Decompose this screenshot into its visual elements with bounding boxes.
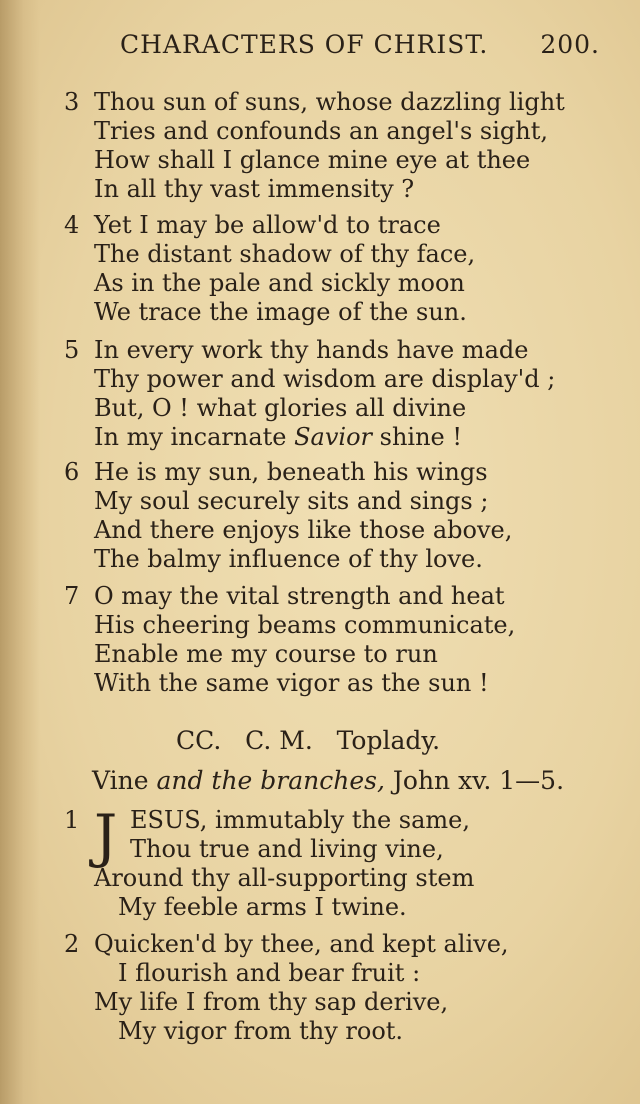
verse-line: Tries and confounds an angel's sight, [94, 117, 548, 145]
subtitle-italic: and the branches, [156, 766, 385, 795]
stanza-number: 5 [64, 336, 80, 364]
verse-line: In every work thy hands have made [94, 336, 529, 364]
verse-line: Enable me my course to run [94, 640, 438, 668]
verse-line: He is my sun, beneath his wings [94, 458, 488, 486]
stanza-number: 6 [64, 458, 80, 486]
stanza-number: 4 [64, 211, 80, 239]
verse-line: How shall I glance mine eye at thee [94, 146, 531, 174]
stanza-number: 3 [64, 88, 80, 116]
verse-line: And there enjoys like those above, [94, 516, 513, 544]
verse-line: Quicken'd by thee, and kept alive, [94, 930, 509, 958]
running-header [120, 30, 600, 64]
verse-line: O may the vital strength and heat [94, 582, 505, 610]
drop-cap: J [94, 802, 118, 870]
verse-line: My soul securely sits and sings ; [94, 487, 489, 515]
verse-italic-word: Savior [294, 423, 373, 451]
verse-line: My life I from thy sap derive, [94, 988, 449, 1016]
subtitle-text: Vine [92, 766, 157, 795]
verse-text: In my incarnate [94, 423, 295, 451]
hymn-subtitle [92, 766, 612, 796]
verse-line: My vigor from thy root. [118, 1017, 404, 1045]
verse-line: His cheering beams communicate, [94, 611, 516, 639]
header-title: CHARACTERS OF CHRIST. [120, 30, 489, 59]
verse-line: I flourish and bear fruit : [118, 959, 421, 987]
verse-line: The balmy influence of thy love. [94, 545, 483, 573]
subtitle-reference: John xv. 1—5. [384, 766, 565, 795]
verse-line: Yet I may be allow'd to trace [94, 211, 441, 239]
hymn-heading: CC. C. M. Toplady. [176, 726, 441, 755]
stanza-number: 7 [64, 582, 80, 610]
verse-line: As in the pale and sickly moon [94, 269, 465, 297]
verse-line: Thy power and wisdom are display'd ; [94, 365, 556, 393]
verse-line: ESUS, immutably the same, [130, 806, 471, 834]
verse-line: But, O ! what glories all divine [94, 394, 467, 422]
verse-line: We trace the image of the sun. [94, 298, 467, 326]
verse-line: With the same vigor as the sun ! [94, 669, 489, 697]
verse-line: In all thy vast immensity ? [94, 175, 415, 203]
page-number: 200. [540, 30, 600, 59]
stanza-number: 2 [64, 930, 80, 958]
verse-line: My feeble arms I twine. [118, 893, 407, 921]
verse-line: The distant shadow of thy face, [94, 240, 476, 268]
verse-line: Thou true and living vine, [130, 835, 444, 863]
verse-line: Around thy all-supporting stem [94, 864, 475, 892]
page-gutter-shadow [0, 0, 40, 1104]
verse-line: Thou sun of suns, whose dazzling light [94, 88, 565, 116]
verse-text: shine ! [372, 423, 463, 451]
stanza-number: 1 [64, 806, 80, 834]
verse-line [94, 423, 594, 452]
